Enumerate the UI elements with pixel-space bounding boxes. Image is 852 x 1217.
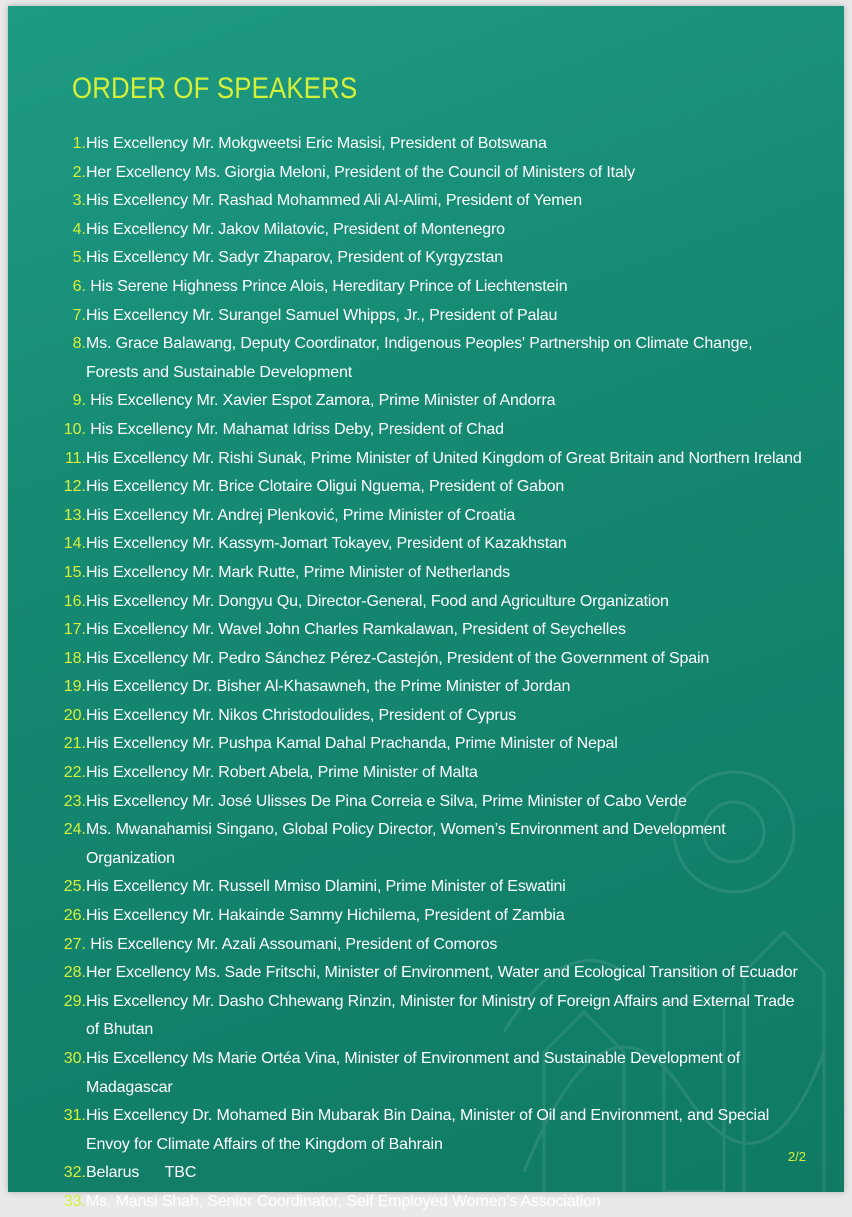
speaker-text: His Excellency Mr. Mark Rutte, Prime Minister of Netherlands — [86, 563, 511, 581]
speaker-number: 6. — [72, 277, 86, 295]
speaker-number: 12. — [63, 478, 86, 496]
speaker-text: His Excellency Mr. Mahamat Idriss Deby, President of Chad — [86, 420, 504, 438]
page-title: ORDER OF SPEAKERS — [72, 72, 358, 105]
speaker-text: His Excellency Mr. Kassym-Jomart Tokayev, President of Kazakhstan — [86, 535, 567, 553]
speaker-number: 21. — [63, 735, 86, 753]
speaker-number: 15. — [63, 563, 86, 581]
list-item — [8, 330, 844, 387]
speaker-number: 17. — [63, 621, 86, 639]
list-item — [8, 702, 844, 731]
speaker-number: 16. — [63, 592, 86, 610]
speaker-number: 1. — [72, 135, 86, 152]
list-item — [8, 588, 844, 617]
list-item — [8, 530, 844, 559]
list-item — [8, 387, 844, 416]
speaker-number: 8. — [72, 335, 86, 353]
speaker-text: His Excellency Mr. Rishi Sunak, Prime Minister of United Kingdom of Great Britain and Northern Ireland — [86, 449, 802, 467]
speaker-text: Her Excellency Ms. Giorgia Meloni, President of the Council of Ministers of Italy — [86, 163, 635, 181]
list-item — [8, 1102, 844, 1159]
speaker-number: 24. — [63, 821, 86, 839]
list-item — [8, 759, 844, 788]
speaker-text: His Excellency Mr. Brice Clotaire Oligui Nguema, President of Gabon — [86, 478, 565, 496]
speaker-text: His Excellency Mr. Robert Abela, Prime Minister of Malta — [86, 764, 478, 782]
list-item — [8, 931, 844, 960]
speaker-number: 2. — [72, 163, 86, 181]
speaker-text: His Excellency Mr. Rashad Mohammed Ali Al-Alimi, President of Yemen — [86, 192, 582, 210]
speaker-number: 14. — [63, 535, 86, 553]
speaker-text: His Excellency Mr. Russell Mmiso Dlamini, Prime Minister of Eswatini — [86, 878, 566, 896]
list-item — [8, 959, 844, 988]
speaker-text: His Excellency Mr. Pedro Sánchez Pérez-Castejón, President of the Government of Spain — [86, 649, 710, 667]
speaker-text: Belarus TBC — [86, 1164, 197, 1182]
speaker-text: His Excellency Mr. Mokgweetsi Eric Masisi, President of Botswana — [86, 135, 547, 152]
speaker-text: His Excellency Mr. Dasho Chhewang Rinzin, Minister for Ministry of Foreign Affairs and External Trade of Bhutan — [86, 992, 799, 1039]
speaker-text: His Excellency Mr. Hakainde Sammy Hichilema, President of Zambia — [86, 907, 565, 925]
speaker-text: His Excellency Dr. Mohamed Bin Mubarak Bin Daina, Minister of Oil and Environment, and Special Envoy for Climate Affairs of the Kingdom of Bahrain — [86, 1107, 774, 1153]
list-item — [8, 1188, 844, 1217]
list-item — [8, 130, 844, 159]
list-item — [8, 988, 844, 1045]
speaker-text: His Excellency Mr. Jakov Milatovic, President of Montenegro — [86, 220, 505, 238]
speaker-text: His Excellency Mr. Wavel John Charles Ramkalawan, President of Seychelles — [86, 621, 626, 639]
speaker-number: 5. — [72, 249, 86, 267]
list-item — [8, 616, 844, 645]
speaker-text: His Excellency Mr. Pushpa Kamal Dahal Prachanda, Prime Minister of Nepal — [86, 735, 618, 753]
list-item — [8, 273, 844, 302]
speaker-text: Her Excellency Ms. Sade Fritschi, Minister of Environment, Water and Ecological Transition of Ecuador — [86, 964, 798, 982]
list-item — [8, 416, 844, 445]
list-item — [8, 216, 844, 245]
speaker-number: 31. — [63, 1107, 86, 1125]
speaker-number: 32. — [63, 1164, 86, 1182]
speaker-number: 27. — [63, 935, 86, 953]
speaker-text: His Excellency Mr. Andrej Plenković, Prime Minister of Croatia — [86, 506, 516, 524]
list-item — [8, 673, 844, 702]
list-item — [8, 788, 844, 817]
speaker-number: 19. — [63, 678, 86, 696]
speaker-number: 25. — [63, 878, 86, 896]
speaker-text: His Excellency Mr. Dongyu Qu, Director-General, Food and Agriculture Organization — [86, 592, 669, 610]
list-item — [8, 559, 844, 588]
speaker-text: His Excellency Mr. Nikos Christodoulides, President of Cyprus — [86, 706, 517, 724]
speaker-number: 20. — [63, 706, 86, 724]
speaker-number: 30. — [63, 1050, 86, 1067]
speaker-text: His Excellency Mr. José Ulisses De Pina Correia e Silva, Prime Minister of Cabo Verde — [86, 792, 687, 810]
speaker-text: His Excellency Ms Marie Ortéa Vina, Minister of Environment and Sustainable Development of Madagascar — [86, 1050, 745, 1096]
speaker-number: 23. — [63, 792, 86, 810]
speaker-list — [8, 130, 844, 1217]
document-page — [8, 6, 844, 1210]
list-item — [8, 187, 844, 216]
list-item — [8, 244, 844, 273]
speaker-number: 7. — [72, 306, 86, 324]
list-item — [8, 1159, 844, 1188]
speaker-text: His Excellency Mr. Sadyr Zhaparov, President of Kyrgyzstan — [86, 249, 503, 267]
list-item — [8, 645, 844, 674]
speaker-text: His Excellency Mr. Surangel Samuel Whipps, Jr., President of Palau — [86, 306, 558, 324]
speaker-number: 28. — [63, 964, 86, 982]
speaker-text: His Excellency Mr. Xavier Espot Zamora, Prime Minister of Andorra — [86, 392, 556, 410]
speaker-number: 3. — [72, 192, 86, 210]
page-number: 2/2 — [787, 1149, 806, 1164]
speaker-number: 9. — [72, 392, 86, 410]
speaker-number: 29. — [63, 992, 86, 1010]
speaker-text: His Excellency Mr. Azali Assoumani, President of Comoros — [86, 935, 498, 953]
speaker-number: 4. — [72, 220, 86, 238]
speaker-text: Ms. Mansi Shah, Senior Coordinator, Self Employed Women’s Association — [86, 1192, 601, 1210]
speaker-text: Ms. Grace Balawang, Deputy Coordinator, Indigenous Peoples' Partnership on Climate Change, Forests and Sustainable Development — [86, 335, 757, 381]
speaker-number: 26. — [63, 907, 86, 925]
speaker-number: 11. — [64, 449, 86, 467]
list-item — [8, 730, 844, 759]
speaker-number: 13. — [63, 506, 86, 524]
speaker-text: His Serene Highness Prince Alois, Hereditary Prince of Liechtenstein — [86, 277, 568, 295]
list-item — [8, 873, 844, 902]
list-item — [8, 1045, 844, 1102]
speaker-number: 22. — [63, 764, 86, 782]
speaker-number: 10. — [63, 420, 86, 438]
list-item — [8, 302, 844, 331]
list-item — [8, 502, 844, 531]
speaker-text: His Excellency Dr. Bisher Al-Khasawneh, the Prime Minister of Jordan — [86, 678, 571, 696]
list-item — [8, 473, 844, 502]
list-item — [8, 159, 844, 188]
list-item — [8, 816, 844, 873]
speaker-text: Ms. Mwanahamisi Singano, Global Policy Director, Women’s Environment and Development Organization — [86, 821, 730, 867]
speaker-number: 18. — [63, 649, 86, 667]
list-item — [8, 445, 844, 474]
list-item — [8, 902, 844, 931]
speaker-number: 33. — [63, 1192, 86, 1210]
